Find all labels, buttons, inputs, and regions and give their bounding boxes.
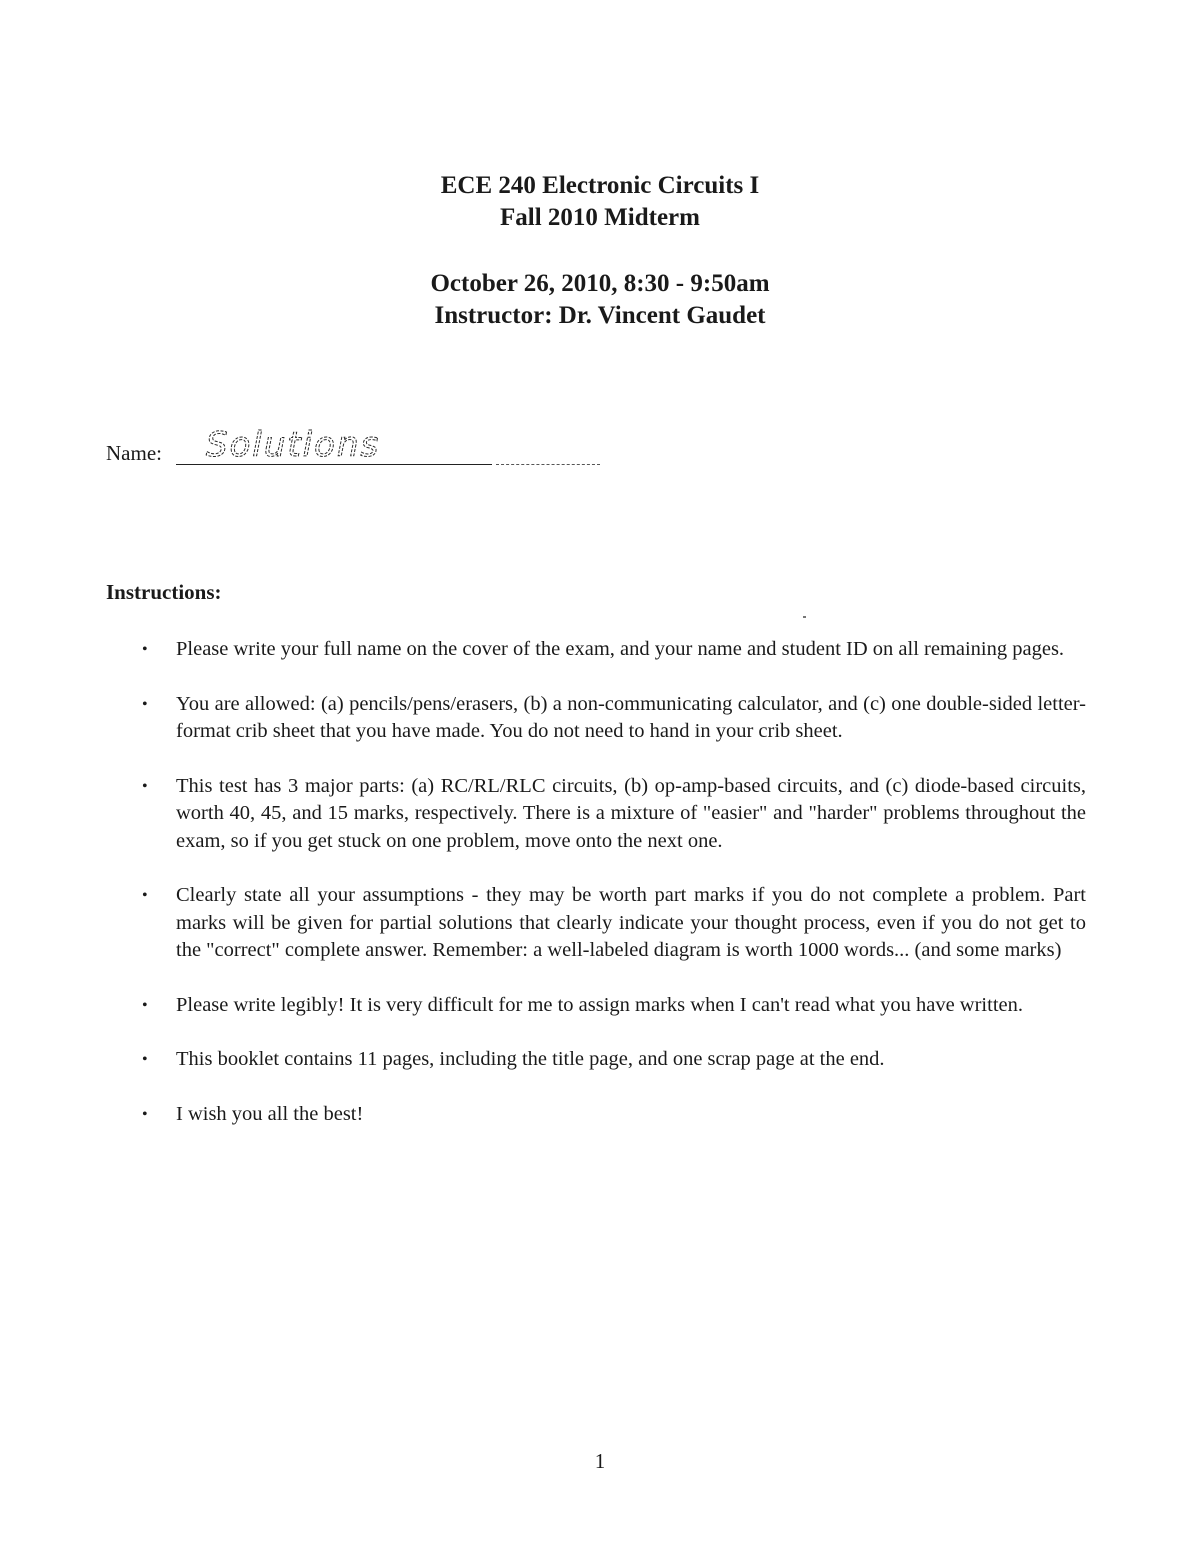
exam-details-block	[0, 268, 1200, 332]
handwritten-name-text: Solutions	[206, 425, 381, 465]
bullet-icon: •	[142, 1105, 148, 1123]
instruction-text: I wish you all the best!	[176, 1102, 364, 1125]
bullet-icon: •	[142, 887, 148, 904]
handwritten-name	[204, 418, 464, 466]
exam-date: October 26, 2010, 8:30 - 9:50am	[430, 270, 770, 297]
bullet-icon: •	[142, 641, 148, 658]
name-label: Name:	[106, 441, 162, 465]
bullet-icon: •	[142, 695, 148, 713]
course-title: ECE 240 Electronic Circuits I	[440, 172, 760, 199]
instruction-text: This booklet contains 11 pages, including the title page, and one scrap page at the end.	[176, 1048, 885, 1070]
instruction-text: Please write your full name on the cover of the exam, and your name and student ID on all remaining pages.	[176, 638, 1065, 660]
instructor-line: Instructor: Dr. Vincent Gaudet	[434, 302, 766, 329]
list-item	[106, 636, 1086, 664]
list-item	[106, 992, 1086, 1020]
instruction-text: Clearly state all your assumptions - they may be worth part marks if you do not complete a problem. Part marks will be given for partial solutions that clearly indicate your thought process, even if you do not get to the "correct" complete answer. Remember: a well-labeled diagram is worth 1000 words... (and some marks)	[176, 884, 1086, 961]
instruction-text: This test has 3 major parts: (a) RC/RL/RLC circuits, (b) op-amp-based circuits, and (c) diode-based circuits, worth 40, 45, and 15 marks, respectively. There is a mixture of "easier" and "harder" problems throughout the exam, so if you get stuck on one problem, move onto the next one.	[176, 774, 1086, 852]
name-field[interactable]	[106, 420, 626, 480]
list-item	[106, 882, 1086, 965]
scan-speck	[803, 616, 806, 618]
bullet-icon: •	[142, 996, 148, 1014]
exam-subtitle: Fall 2010 Midterm	[500, 204, 700, 231]
bullet-icon: •	[142, 1051, 148, 1068]
bullet-icon: •	[142, 777, 148, 795]
exam-title-block	[0, 170, 1200, 234]
name-underline-extension	[496, 464, 600, 465]
list-item	[106, 1046, 1086, 1074]
instructions-list	[106, 636, 1086, 1128]
instruction-text: Please write legibly! It is very difficult for me to assign marks when I can't read what you have written.	[176, 993, 1023, 1016]
instruction-text: You are allowed: (a) pencils/pens/erasers, (b) a non-communicating calculator, and (c) one double-sided letter-format crib sheet that you have made. You do not need to hand in your crib sheet.	[176, 692, 1086, 742]
list-item	[106, 691, 1086, 746]
page-number: 1	[594, 1449, 606, 1473]
list-item	[106, 773, 1086, 856]
list-item	[106, 1101, 1086, 1129]
instructions-heading: Instructions:	[106, 580, 222, 604]
